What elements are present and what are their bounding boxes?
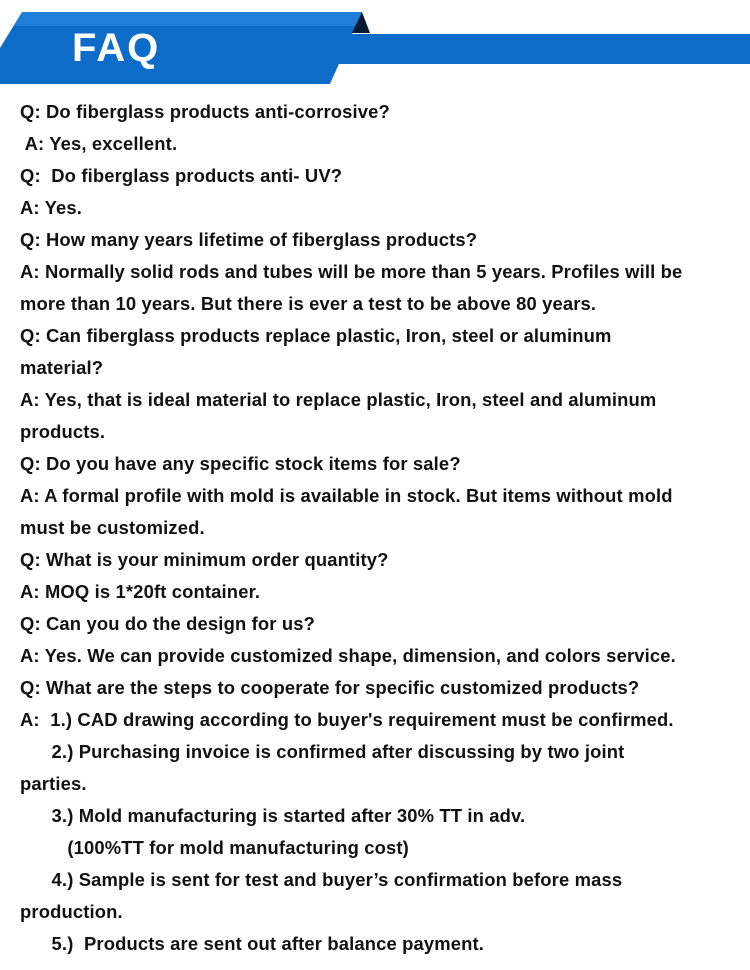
- faq-header-banner: [0, 0, 750, 90]
- faq-line: A: Yes. We can provide customized shape, dimension, and colors service.: [20, 645, 676, 666]
- faq-line: A: Yes, excellent.: [20, 133, 178, 154]
- faq-line: A: MOQ is 1*20ft container.: [20, 581, 261, 602]
- faq-line: 5.) Products are sent out after balance payment.: [20, 933, 485, 954]
- faq-line: 2.) Purchasing invoice is confirmed after discussing by two joint: [20, 741, 625, 762]
- faq-line: Q: Do you have any specific stock items for sale?: [20, 453, 461, 474]
- faq-line: parties.: [20, 773, 87, 794]
- faq-line: A: Yes.: [20, 197, 83, 218]
- faq-line: Q: Can fiberglass products replace plastic, Iron, steel or aluminum: [20, 325, 612, 346]
- faq-line: material?: [20, 357, 104, 378]
- faq-line: A: A formal profile with mold is available in stock. But items without mold: [20, 485, 673, 506]
- faq-line: Q: Can you do the design for us?: [20, 613, 315, 634]
- faq-line: Q: Do fiberglass products anti- UV?: [20, 165, 343, 186]
- faq-line: A: 1.) CAD drawing according to buyer's requirement must be confirmed.: [20, 709, 674, 730]
- faq-line: products.: [20, 421, 106, 442]
- faq-line: 4.) Sample is sent for test and buyer’s confirmation before mass: [20, 869, 623, 890]
- faq-line: Q: What are the steps to cooperate for specific customized products?: [20, 677, 640, 698]
- faq-list: [20, 96, 740, 960]
- page-title: FAQ: [72, 26, 161, 70]
- faq-line: Q: Do fiberglass products anti-corrosive?: [20, 101, 390, 122]
- faq-line: production.: [20, 901, 123, 922]
- faq-line: A: Yes, that is ideal material to replace plastic, Iron, steel and aluminum: [20, 389, 657, 410]
- faq-line: 3.) Mold manufacturing is started after 30% TT in adv.: [20, 805, 526, 826]
- faq-line: more than 10 years. But there is ever a test to be above 80 years.: [20, 293, 597, 314]
- faq-line: Q: How many years lifetime of fiberglass products?: [20, 229, 478, 250]
- faq-line: must be customized.: [20, 517, 205, 538]
- faq-line: Q: What is your minimum order quantity?: [20, 549, 389, 570]
- faq-line: A: Normally solid rods and tubes will be more than 5 years. Profiles will be: [20, 261, 683, 282]
- faq-line: (100%TT for mold manufacturing cost): [20, 837, 409, 858]
